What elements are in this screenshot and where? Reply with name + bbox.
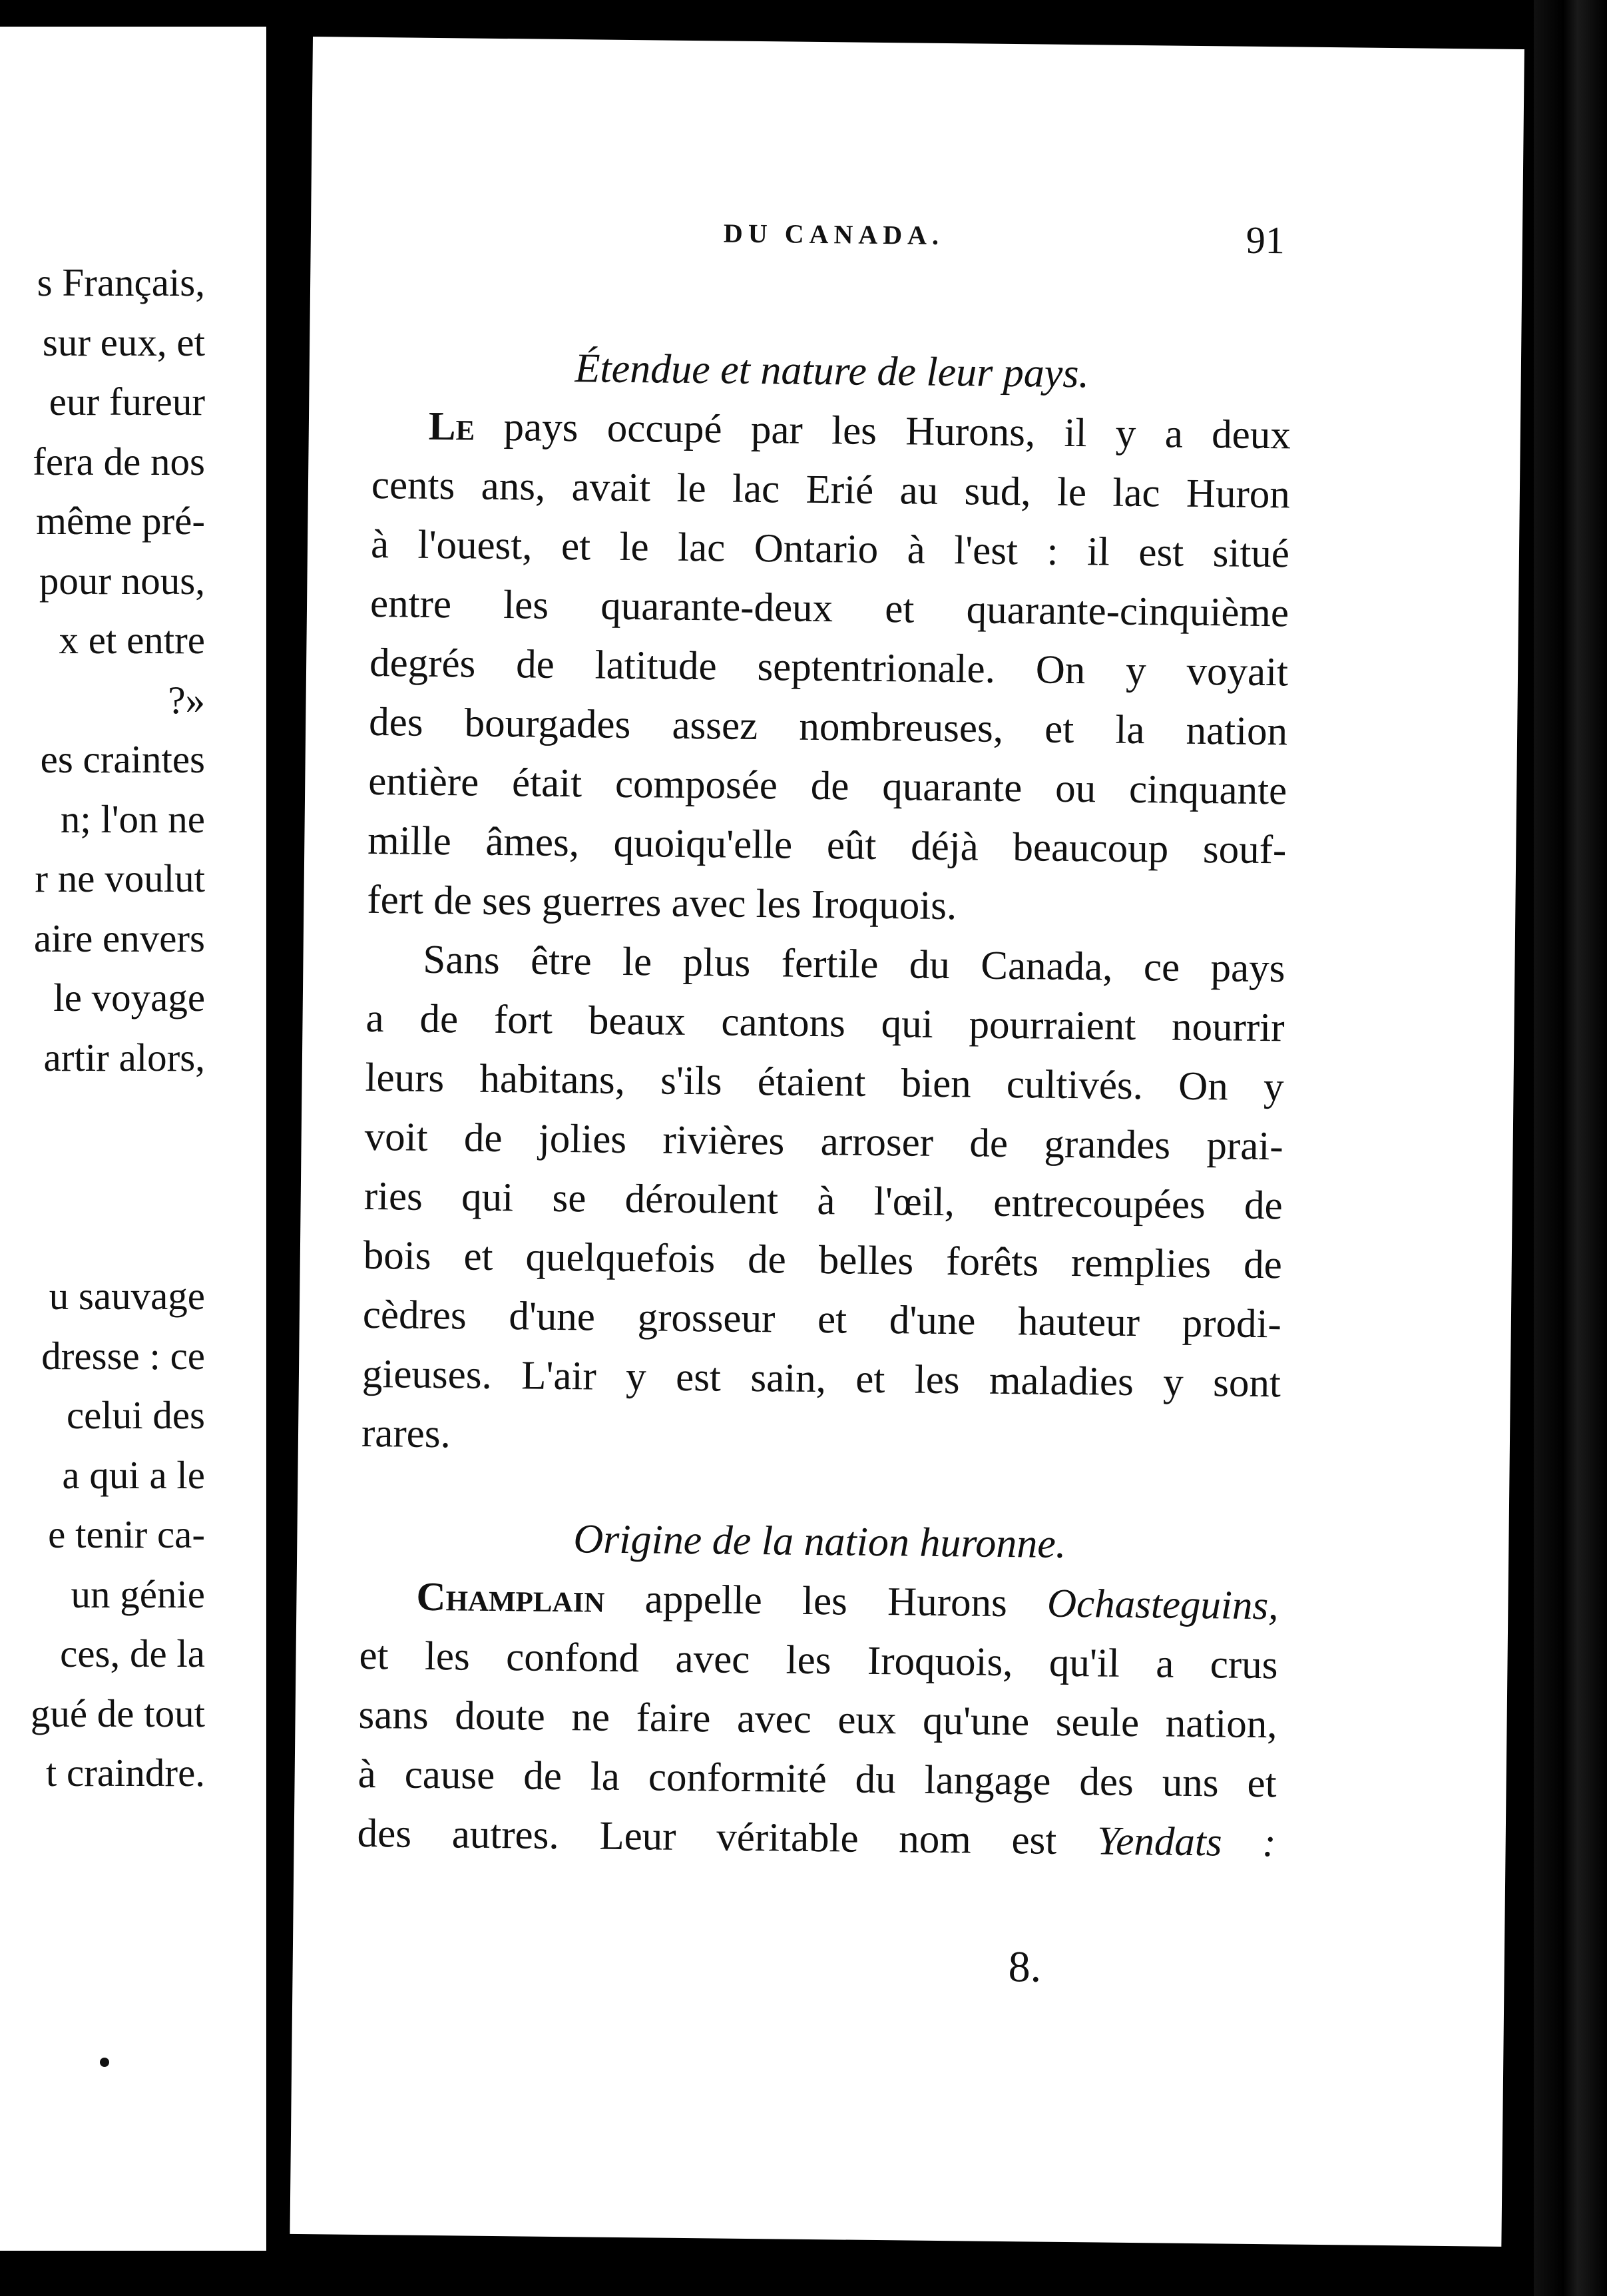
text-line: [357, 1804, 1276, 1872]
text-line: rares.: [361, 1410, 451, 1457]
book-edge: [1534, 0, 1607, 2296]
text-line: s Français,: [37, 260, 205, 304]
text-line: artir alors,: [43, 1035, 205, 1079]
signature-mark: 8.: [1008, 1942, 1042, 1992]
text-line: bois et quelquefois de belles forêts remplies de: [363, 1233, 1283, 1288]
text-line: n; l'on ne: [60, 796, 205, 841]
text-line: [371, 396, 1291, 465]
text-line: aire envers: [33, 916, 205, 960]
italic-name: Ochasteguins,: [1046, 1581, 1279, 1629]
running-head: [311, 213, 1522, 262]
text-line: même pré-: [36, 499, 205, 543]
running-title: DU CANADA.: [723, 218, 945, 250]
text-line: des bourgades assez nombreuses, et la nation: [368, 699, 1288, 754]
text-line: cèdres d'une grosseur et d'une hauteur prodi-: [362, 1292, 1282, 1347]
text-line: degrés de latitude septentrionale. On y voyait: [369, 640, 1289, 695]
page-number: 91: [1246, 218, 1285, 262]
previous-page-text-top: [33, 253, 205, 1087]
drop-word: Le: [428, 404, 475, 449]
text-line: leurs habitans, s'ils étaient bien cultivés. On y: [365, 1055, 1284, 1110]
paragraph: [367, 396, 1291, 939]
text-line: eur fureur: [49, 380, 205, 424]
text-line: t craindre.: [45, 1751, 205, 1795]
text-line: pour nous,: [39, 558, 205, 603]
text-line: u sauvage: [49, 1274, 205, 1318]
text-line: et les confond avec les Iroquois, qu'il a crus: [359, 1633, 1278, 1688]
page-body: [357, 337, 1291, 1872]
text-span: appelle les Hurons: [604, 1576, 1048, 1626]
text-line: [359, 1567, 1279, 1635]
text-line: r ne voulut: [35, 856, 205, 900]
ink-dot: [100, 2058, 109, 2067]
text-line: entre les quarante-deux et quarante-cinquième: [369, 581, 1289, 636]
text-line: es craintes: [40, 737, 205, 781]
paragraph: [361, 930, 1285, 1472]
text-line: un génie: [71, 1572, 205, 1616]
text-line: voit de jolies rivières arroser de grandes prai-: [364, 1114, 1283, 1169]
previous-page-text-bottom: [31, 1267, 205, 1803]
text-line: a de fort beaux cantons qui pourraient nourrir: [365, 996, 1285, 1051]
text-line: gieuses. L'air y est sain, et les maladies y sont: [361, 1351, 1281, 1406]
previous-page-fragment: [0, 27, 266, 2251]
text-line: a qui a le: [62, 1452, 205, 1497]
text-line: sans doute ne faire avec eux qu'une seule nation,: [358, 1692, 1277, 1747]
text-line: ces, de la: [60, 1631, 205, 1675]
section-heading: Origine de la nation huronne.: [573, 1516, 1066, 1567]
text-line: e tenir ca-: [48, 1512, 205, 1556]
italic-name: Yendats :: [1096, 1819, 1277, 1866]
text-line: ?»: [168, 677, 205, 722]
text-line: gué de tout: [30, 1691, 205, 1735]
text-line: fera de nos: [33, 439, 205, 483]
book-page: [290, 37, 1524, 2247]
drop-word: Champlain: [416, 1574, 605, 1621]
text-line: ries qui se déroulent à l'œil, entrecoupées de: [363, 1173, 1283, 1229]
text-line: sur eux, et: [42, 320, 205, 364]
text-line: Sans être le plus fertile du Canada, ce pays: [423, 937, 1285, 992]
text-span: pays occupé par les Hurons, il y a deux: [474, 404, 1291, 458]
text-line: à cause de la conformité du langage des uns et: [357, 1751, 1277, 1807]
section-heading: Étendue et nature de leur pays.: [574, 346, 1090, 397]
text-line: x et entre: [59, 618, 205, 662]
text-line: celui des: [66, 1393, 205, 1437]
text-line: à l'ouest, et le lac Ontario à l'est : il est situé: [370, 521, 1290, 577]
text-line: dresse : ce: [41, 1333, 205, 1378]
text-line: mille âmes, quoiqu'elle eût déjà beaucoup souf-: [367, 818, 1287, 873]
text-line: cents ans, avait le lac Erié au sud, le lac Huron: [371, 462, 1291, 517]
text-line: entière était composée de quarante ou cinquante: [367, 758, 1287, 814]
paragraph: [357, 1567, 1279, 1872]
text-span: des autres. Leur véritable nom est: [357, 1811, 1098, 1864]
text-line: fert de ses guerres avec les Iroquois.: [367, 877, 957, 929]
text-line: le voyage: [53, 976, 205, 1019]
